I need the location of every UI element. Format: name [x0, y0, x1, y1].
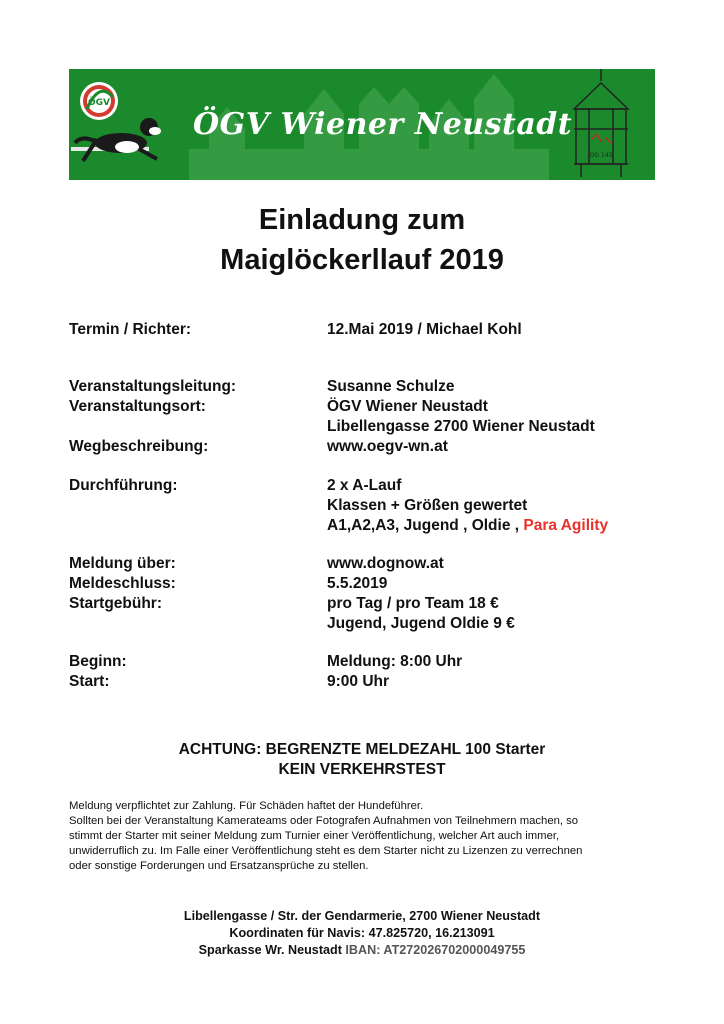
termin-label: Termin / Richter: [69, 321, 192, 338]
row-weg [69, 437, 669, 457]
beginn-label: Beginn: [69, 653, 127, 670]
banner-title: ÖGV Wiener Neustadt [193, 107, 573, 142]
row-beginn [69, 652, 669, 672]
header-banner [69, 69, 655, 180]
ort-label: Veranstaltungsort: [69, 398, 206, 415]
start-label: Start: [69, 673, 110, 690]
fine-print-line: Sollten bei der Veranstaltung Kamerateams oder Fotografen Aufnahmen von Teilnehmern machen, so [69, 815, 579, 827]
weg-label: Wegbeschreibung: [69, 438, 209, 455]
ogv-logo [80, 82, 118, 120]
row-durch [69, 476, 669, 496]
dog-image [71, 118, 161, 161]
para-agility-text: Para Agility [523, 517, 609, 534]
row-gebuehr [69, 594, 669, 614]
schluss-value: 5.5.2019 [327, 575, 388, 592]
notice-line-2: KEIN VERKEHRSTEST [278, 761, 446, 778]
beginn-value: Meldung: 8:00 Uhr [327, 653, 463, 670]
row-meldung [69, 554, 669, 574]
row-ort-2 [69, 417, 669, 437]
row-schluss [69, 574, 669, 594]
title-line-1: Einladung zum [258, 204, 466, 236]
fine-print-line: stimmt der Starter mit seiner Meldung zum Turnier einer Veröffentlichung, welcher Art auch immer, [69, 830, 560, 842]
row-start [69, 672, 669, 692]
durch-value-2: Klassen + Größen gewertet [327, 497, 528, 514]
meldung-label: Meldung über: [69, 555, 176, 572]
fine-print-line: unwiderruflich zu. Im Falle einer Veröffentlichung steht es dem Starter nicht zu Lizenzen zu verrechnen [69, 845, 583, 857]
footer-bank [0, 942, 724, 959]
fine-print-line: oder sonstige Forderungen und Ersatzansprüche zu stellen. [69, 860, 369, 872]
footer-address: Libellengasse / Str. der Gendarmerie, 2700 Wiener Neustadt [183, 909, 541, 923]
svg-text:ÖGV: ÖGV [87, 98, 111, 108]
weg-value: www.oegv-wn.at [327, 438, 448, 455]
schluss-label: Meldeschluss: [69, 575, 176, 592]
gebuehr-value-2: Jugend, Jugend Oldie 9 € [327, 615, 515, 632]
fine-print [69, 799, 669, 874]
ort-value-2: Libellengasse 2700 Wiener Neustadt [327, 418, 595, 435]
title-line-2: Maiglöckerllauf 2019 [220, 244, 504, 276]
notice [0, 740, 724, 780]
ort-value-1: ÖGV Wiener Neustadt [327, 398, 488, 415]
row-ort [69, 397, 669, 417]
durch-classes: A1,A2,A3, Jugend , Oldie , [327, 517, 520, 534]
fine-print-line: Meldung verpflichtet zur Zahlung. Für Schäden haftet der Hundeführer. [69, 800, 424, 812]
row-termin [69, 320, 669, 340]
notice-line-1: ACHTUNG: BEGRENZTE MELDEZAHL 100 Starter [178, 741, 546, 758]
row-durch-2 [69, 496, 669, 516]
iban: IBAN: AT272026702000049755 [345, 943, 526, 957]
gebuehr-label: Startgebühr: [69, 595, 162, 612]
termin-value: 12.Mai 2019 / Michael Kohl [327, 321, 522, 338]
row-durch-3 [69, 516, 669, 536]
gebuehr-value-1: pro Tag / pro Team 18 € [327, 595, 499, 612]
bank-name: Sparkasse Wr. Neustadt [198, 943, 342, 957]
durch-value-3 [327, 516, 608, 536]
footer-coordinates: Koordinaten für Navis: 47.825720, 16.213091 [229, 926, 495, 940]
row-leitung [69, 377, 669, 397]
page-title [0, 200, 724, 280]
start-value: 9:00 Uhr [327, 673, 390, 690]
tower-logo [574, 69, 628, 177]
meldung-value: www.dognow.at [327, 555, 444, 572]
svg-text:OG 143: OG 143 [589, 152, 613, 159]
row-gebuehr-2 [69, 614, 669, 634]
leitung-label: Veranstaltungsleitung: [69, 378, 237, 395]
leitung-value: Susanne Schulze [327, 378, 455, 395]
durch-value-1: 2 x A-Lauf [327, 477, 402, 494]
footer [0, 908, 724, 959]
durch-label: Durchführung: [69, 477, 178, 494]
